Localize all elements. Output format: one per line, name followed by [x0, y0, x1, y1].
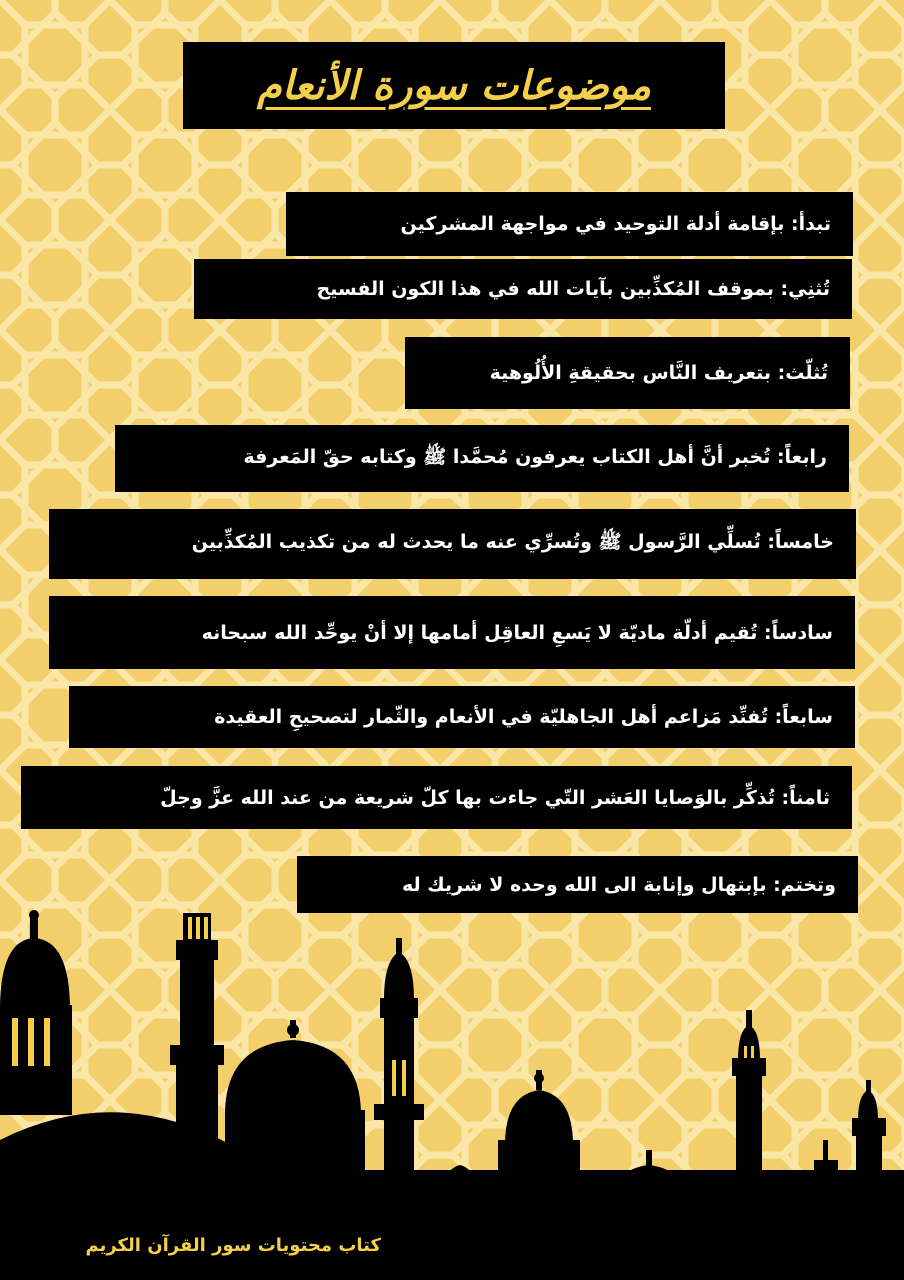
topic-item-4: رابعاً: تُخبر أنَّ أهل الكتاب يعرفون مُحمَّدا ﷺ وكتابه حقّ المَعرفة	[115, 425, 849, 492]
page-title: موضوعات سورة الأنعام	[256, 62, 652, 109]
topic-item-1: تبدأ: بإقامة أدلة التوحيد في مواجهة المشركين	[286, 192, 853, 256]
topic-item-6: سادساً: تُقيم أدلّة ماديّة لا يَسعِ العاقِل أمامها إلا أنْ يوحِّد الله سبحانه	[49, 596, 855, 669]
title-box	[183, 42, 725, 129]
topic-item-2: تُثنِي: بموقف المُكذِّبين بآيات الله في هذا الكون الفسيح	[194, 259, 852, 319]
topic-item-8: ثامناً: تُذكِّر بالوَصايا العَشر التّي جاءت بها كلّ شريعة من عند الله عزَّ وجلّ	[21, 766, 852, 829]
topic-item-5: خامساً: تُسلِّي الرَّسول ﷺ وتُسرِّي عنه ما يحدث له من تكذيب المُكذِّبين	[49, 509, 856, 579]
topic-item-7: سابعاً: تُفنِّد مَزاعم أهل الجاهليّة في الأنعام والثّمار لتصحيحِ العقيدة	[69, 686, 855, 748]
footer-book-title: كتاب محتويات سور القرآن الكريم	[85, 1235, 381, 1256]
topic-item-9: وتختم: بإبتهال وإنابة الى الله وحده لا شريك له	[297, 856, 858, 913]
topic-item-3: تُثلّث: بتعريف النَّاس بحقيقةِ الأُلُوهية	[405, 337, 850, 409]
